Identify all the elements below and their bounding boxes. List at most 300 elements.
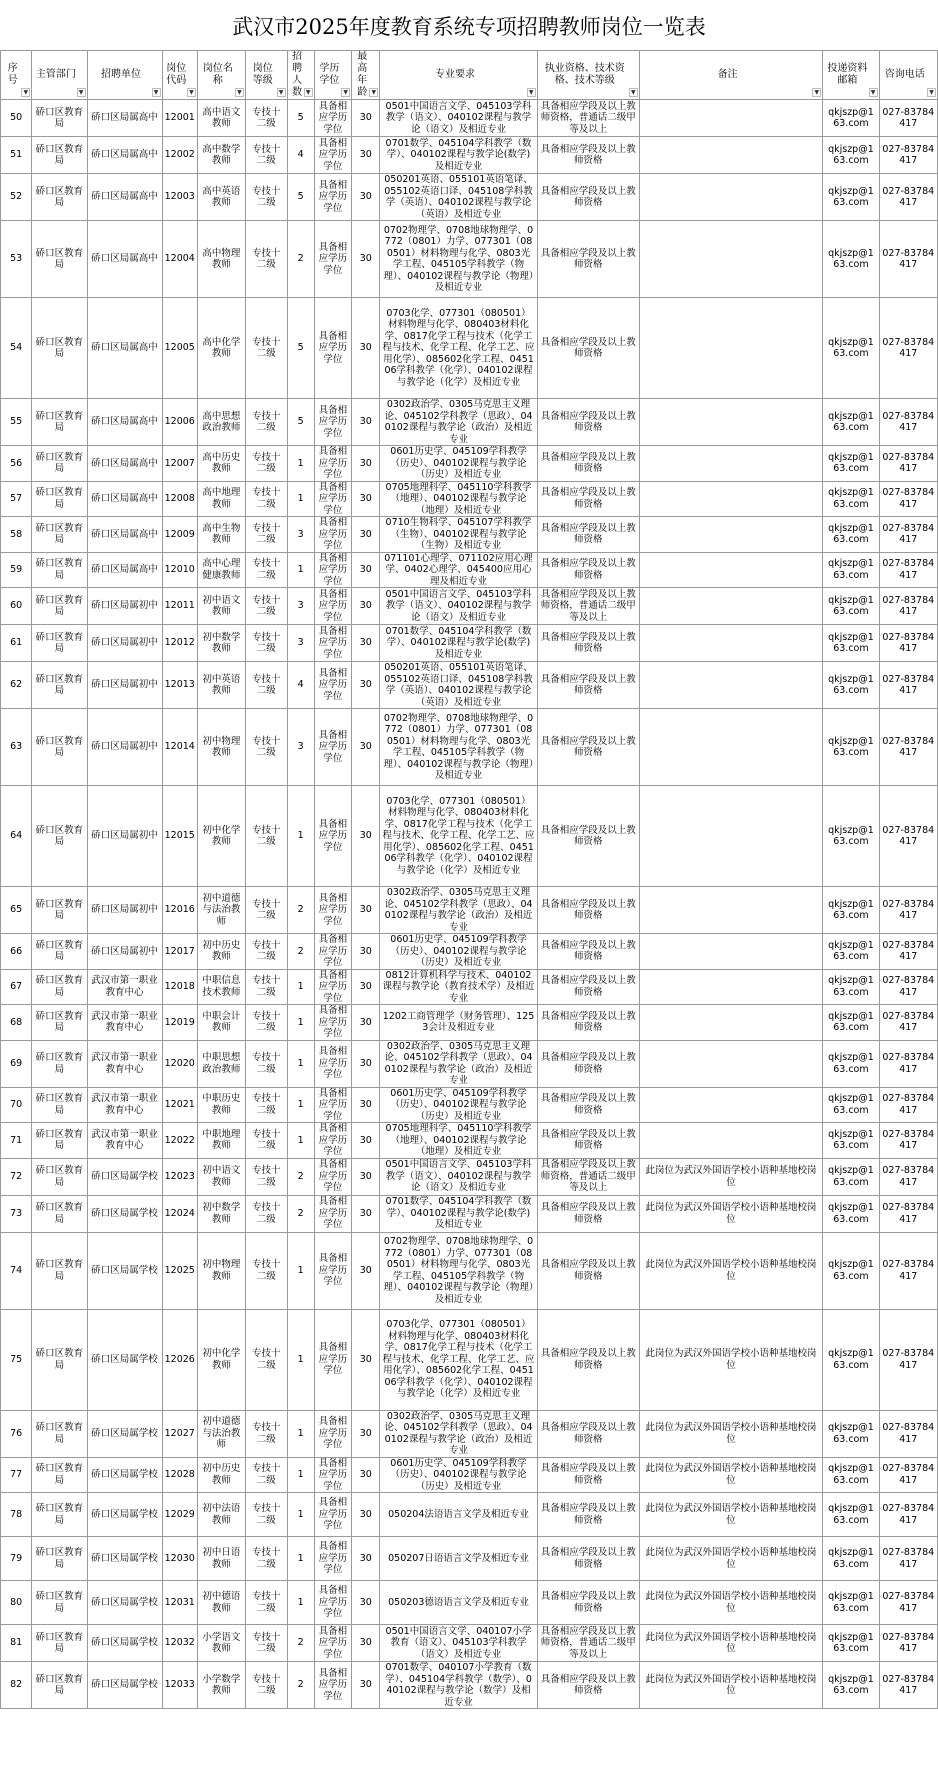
max-age-cell: 30 [352,399,380,446]
department-cell: 硚口区教育局 [32,1625,87,1662]
row-number: 77 [1,1457,32,1493]
headcount-cell: 2 [287,887,314,934]
column-header [537,51,639,100]
row-number: 79 [1,1537,32,1581]
email-cell: qkjszp@163.com [823,588,879,625]
row-number: 68 [1,1005,32,1041]
email-cell: qkjszp@163.com [823,1123,879,1159]
headcount-cell: 1 [287,1005,314,1041]
position-code-cell: 12023 [162,1158,197,1195]
position-level-cell: 专技十二级 [245,481,287,517]
headcount-cell: 2 [287,221,314,298]
position-name-cell: 初中历史教师 [197,1457,245,1493]
phone-cell: 027-83784417 [879,298,937,399]
department-cell: 硚口区教育局 [32,1087,87,1123]
phone-cell: 027-83784417 [879,517,937,553]
headcount-cell: 1 [287,446,314,482]
filter-dropdown-icon[interactable]: ▼ [527,88,536,97]
position-level-cell: 专技十二级 [245,1410,287,1457]
department-cell: 硚口区教育局 [32,174,87,221]
position-code-cell: 12007 [162,446,197,482]
phone-cell: 027-83784417 [879,1662,937,1709]
major-requirement-cell: 0302政治学、0305马克思主义理论、045102学科教学（思政）、040102课程与教学论（政治）及相近专业 [380,1410,537,1457]
remark-cell [639,298,822,399]
filter-dropdown-icon[interactable]: ▼ [369,88,378,97]
position-name-cell: 初中化学教师 [197,786,245,887]
degree-cell: 具备相应学历学位 [314,137,352,174]
position-code-cell: 12021 [162,1087,197,1123]
employer-cell: 硚口区局属学校 [87,1625,162,1662]
department-cell: 硚口区教育局 [32,1123,87,1159]
remark-cell: 此岗位为武汉外国语学校小语种基地校岗位 [639,1309,822,1410]
filter-dropdown-icon[interactable]: ▼ [812,88,821,97]
max-age-cell: 30 [352,298,380,399]
employer-cell: 硚口区局属高中 [87,481,162,517]
email-cell: qkjszp@163.com [823,1158,879,1195]
remark-cell: 此岗位为武汉外国语学校小语种基地校岗位 [639,1537,822,1581]
position-level-cell: 专技十二级 [245,786,287,887]
position-level-cell: 专技十二级 [245,969,287,1005]
employer-cell: 武汉市第一职业教育中心 [87,1005,162,1041]
department-cell: 硚口区教育局 [32,100,87,137]
department-cell: 硚口区教育局 [32,298,87,399]
column-header [162,51,197,100]
major-requirement-cell: 0702物理学、0708地球物理学、0772（0801）力学、077301（080501）材料物理与化学、0803光学工程、045105学科教学（物理）、040102课程与教学论（物理）及相近专业 [380,221,537,298]
email-cell: qkjszp@163.com [823,1040,879,1087]
max-age-cell: 30 [352,137,380,174]
major-requirement-cell: 050207日语语言文学及相近专业 [380,1537,537,1581]
qualification-cell: 具备相应学段及以上教师资格 [537,1662,639,1709]
department-cell: 硚口区教育局 [32,786,87,887]
row-number: 71 [1,1123,32,1159]
employer-cell: 硚口区局属高中 [87,552,162,588]
position-code-cell: 12013 [162,662,197,709]
max-age-cell: 30 [352,1087,380,1123]
email-cell: qkjszp@163.com [823,709,879,786]
table-row [1,887,938,934]
headcount-cell: 1 [287,1493,314,1537]
department-cell: 硚口区教育局 [32,1040,87,1087]
column-header [1,51,32,100]
table-row [1,1123,938,1159]
row-number: 75 [1,1309,32,1410]
headcount-cell: 1 [287,1537,314,1581]
max-age-cell: 30 [352,1537,380,1581]
remark-cell [639,625,822,662]
degree-cell: 具备相应学历学位 [314,221,352,298]
qualification-cell: 具备相应学段及以上教师资格 [537,446,639,482]
employer-cell: 武汉市第一职业教育中心 [87,969,162,1005]
employer-cell: 武汉市第一职业教育中心 [87,1123,162,1159]
department-cell: 硚口区教育局 [32,137,87,174]
headcount-cell: 1 [287,1123,314,1159]
table-row [1,1232,938,1309]
header-label: 专业要求 [435,69,476,80]
table-row [1,1493,938,1537]
position-code-cell: 12005 [162,298,197,399]
filter-dropdown-icon[interactable]: ▼ [187,88,196,97]
major-requirement-cell: 0501中国语言文学、040107小学教育（语文）、045103学科教学（语文）及相近专业 [380,1625,537,1662]
table-row [1,588,938,625]
position-code-cell: 12003 [162,174,197,221]
department-cell: 硚口区教育局 [32,662,87,709]
qualification-cell: 具备相应学段及以上教师资格 [537,934,639,970]
column-header [380,51,537,100]
position-name-cell: 高中地理教师 [197,481,245,517]
remark-cell: 此岗位为武汉外国语学校小语种基地校岗位 [639,1493,822,1537]
filter-dropdown-icon[interactable]: ▼ [629,88,638,97]
department-cell: 硚口区教育局 [32,552,87,588]
email-cell: qkjszp@163.com [823,517,879,553]
email-cell: qkjszp@163.com [823,446,879,482]
degree-cell: 具备相应学历学位 [314,709,352,786]
phone-cell: 027-83784417 [879,1309,937,1410]
filter-dropdown-icon[interactable]: ▼ [277,88,286,97]
degree-cell: 具备相应学历学位 [314,1457,352,1493]
department-cell: 硚口区教育局 [32,1662,87,1709]
remark-cell [639,588,822,625]
degree-cell: 具备相应学历学位 [314,481,352,517]
filter-dropdown-icon[interactable]: ▼ [21,88,30,97]
qualification-cell: 具备相应学段及以上教师资格 [537,298,639,399]
column-header [287,51,314,100]
table-row [1,1410,938,1457]
filter-dropdown-icon[interactable]: ▼ [304,88,313,97]
remark-cell [639,517,822,553]
position-code-cell: 12027 [162,1410,197,1457]
row-number: 76 [1,1410,32,1457]
position-code-cell: 12010 [162,552,197,588]
department-cell: 硚口区教育局 [32,887,87,934]
position-level-cell: 专技十二级 [245,1662,287,1709]
employer-cell: 硚口区局属初中 [87,625,162,662]
major-requirement-cell: 0705地理科学、045110学科教学（地理）、040102课程与教学论（地理）及相近专业 [380,481,537,517]
position-name-cell: 中职会计教师 [197,1005,245,1041]
major-requirement-cell: 0501中国语言文学、045103学科教学（语文）、040102课程与教学论（语文）及相近专业 [380,100,537,137]
remark-cell: 此岗位为武汉外国语学校小语种基地校岗位 [639,1232,822,1309]
email-cell: qkjszp@163.com [823,662,879,709]
max-age-cell: 30 [352,1581,380,1625]
major-requirement-cell: 0501中国语言文学、045103学科教学（语文）、040102课程与教学论（语文）及相近专业 [380,1158,537,1195]
employer-cell: 硚口区局属学校 [87,1662,162,1709]
position-name-cell: 初中道德与法治教师 [197,887,245,934]
headcount-cell: 2 [287,1662,314,1709]
qualification-cell: 具备相应学段及以上教师资格，普通话二级甲等及以上 [537,588,639,625]
position-code-cell: 12001 [162,100,197,137]
max-age-cell: 30 [352,1040,380,1087]
position-code-cell: 12028 [162,1457,197,1493]
header-label: 招聘单位 [101,69,142,80]
remark-cell [639,221,822,298]
major-requirement-cell: 0601历史学、045109学科教学（历史）、040102课程与教学论（历史）及相近专业 [380,446,537,482]
degree-cell: 具备相应学历学位 [314,298,352,399]
header-label: 序号 [7,63,18,86]
position-code-cell: 12020 [162,1040,197,1087]
max-age-cell: 30 [352,887,380,934]
employer-cell: 硚口区局属高中 [87,446,162,482]
headcount-cell: 5 [287,399,314,446]
email-cell: qkjszp@163.com [823,1662,879,1709]
max-age-cell: 30 [352,934,380,970]
remark-cell: 此岗位为武汉外国语学校小语种基地校岗位 [639,1410,822,1457]
table-row [1,399,938,446]
phone-cell: 027-83784417 [879,1493,937,1537]
phone-cell: 027-83784417 [879,1158,937,1195]
email-cell: qkjszp@163.com [823,969,879,1005]
position-name-cell: 高中化学教师 [197,298,245,399]
headcount-cell: 1 [287,481,314,517]
phone-cell: 027-83784417 [879,1537,937,1581]
table-row [1,481,938,517]
position-name-cell: 初中语文教师 [197,1158,245,1195]
header-label: 岗位等级 [252,63,273,86]
major-requirement-cell: 071101心理学、071102应用心理学、0402心理学、045400应用心理及相近专业 [380,552,537,588]
position-name-cell: 高中数学教师 [197,137,245,174]
degree-cell: 具备相应学历学位 [314,588,352,625]
remark-cell [639,1005,822,1041]
table-row [1,1040,938,1087]
row-number: 74 [1,1232,32,1309]
employer-cell: 硚口区局属初中 [87,786,162,887]
degree-cell: 具备相应学历学位 [314,662,352,709]
max-age-cell: 30 [352,1123,380,1159]
max-age-cell: 30 [352,1493,380,1537]
position-code-cell: 12026 [162,1309,197,1410]
table-row [1,446,938,482]
major-requirement-cell: 0812计算机科学与技术、040102课程与教学论（教育技术学）及相近专业 [380,969,537,1005]
table-row [1,298,938,399]
position-level-cell: 专技十二级 [245,1087,287,1123]
email-cell: qkjszp@163.com [823,399,879,446]
position-name-cell: 初中英语教师 [197,662,245,709]
max-age-cell: 30 [352,709,380,786]
max-age-cell: 30 [352,1625,380,1662]
phone-cell: 027-83784417 [879,221,937,298]
row-number: 82 [1,1662,32,1709]
email-cell: qkjszp@163.com [823,1195,879,1232]
max-age-cell: 30 [352,552,380,588]
headcount-cell: 3 [287,517,314,553]
department-cell: 硚口区教育局 [32,1158,87,1195]
remark-cell [639,934,822,970]
max-age-cell: 30 [352,1005,380,1041]
remark-cell [639,1087,822,1123]
major-requirement-cell: 0702物理学、0708地球物理学、0772（0801）力学、077301（080501）材料物理与化学、0803光学工程、045105学科教学（物理）、040102课程与教学论（物理）及相近专业 [380,1232,537,1309]
headcount-cell: 3 [287,625,314,662]
qualification-cell: 具备相应学段及以上教师资格 [537,969,639,1005]
remark-cell: 此岗位为武汉外国语学校小语种基地校岗位 [639,1158,822,1195]
remark-cell: 此岗位为武汉外国语学校小语种基地校岗位 [639,1457,822,1493]
employer-cell: 硚口区局属学校 [87,1195,162,1232]
position-name-cell: 初中物理教师 [197,1232,245,1309]
degree-cell: 具备相应学历学位 [314,1040,352,1087]
max-age-cell: 30 [352,969,380,1005]
degree-cell: 具备相应学历学位 [314,446,352,482]
employer-cell: 硚口区局属学校 [87,1581,162,1625]
degree-cell: 具备相应学历学位 [314,1195,352,1232]
max-age-cell: 30 [352,221,380,298]
remark-cell [639,662,822,709]
email-cell: qkjszp@163.com [823,625,879,662]
degree-cell: 具备相应学历学位 [314,1662,352,1709]
row-number: 61 [1,625,32,662]
filter-dropdown-icon[interactable]: ▼ [927,88,936,97]
email-cell: qkjszp@163.com [823,887,879,934]
position-name-cell: 高中语文教师 [197,100,245,137]
headcount-cell: 1 [287,1309,314,1410]
qualification-cell: 具备相应学段及以上教师资格 [537,1232,639,1309]
position-level-cell: 专技十二级 [245,1537,287,1581]
email-cell: qkjszp@163.com [823,481,879,517]
phone-cell: 027-83784417 [879,969,937,1005]
qualification-cell: 具备相应学段及以上教师资格 [537,137,639,174]
headcount-cell: 1 [287,1457,314,1493]
position-name-cell: 小学数学教师 [197,1662,245,1709]
major-requirement-cell: 0701数学、045104学科教学（数学）、040102课程与教学论(数学)及相近专业 [380,1195,537,1232]
position-level-cell: 专技十二级 [245,517,287,553]
max-age-cell: 30 [352,625,380,662]
max-age-cell: 30 [352,588,380,625]
position-level-cell: 专技十二级 [245,1625,287,1662]
department-cell: 硚口区教育局 [32,481,87,517]
major-requirement-cell: 0601历史学、045109学科教学（历史）、040102课程与教学论（历史）及相近专业 [380,1087,537,1123]
employer-cell: 硚口区局属高中 [87,100,162,137]
degree-cell: 具备相应学历学位 [314,100,352,137]
position-code-cell: 12025 [162,1232,197,1309]
headcount-cell: 1 [287,552,314,588]
table-row [1,1005,938,1041]
remark-cell: 此岗位为武汉外国语学校小语种基地校岗位 [639,1195,822,1232]
position-code-cell: 12033 [162,1662,197,1709]
max-age-cell: 30 [352,1457,380,1493]
employer-cell: 硚口区局属高中 [87,298,162,399]
department-cell: 硚口区教育局 [32,1195,87,1232]
header-row [1,51,938,100]
phone-cell: 027-83784417 [879,1581,937,1625]
filter-dropdown-icon[interactable]: ▼ [235,88,244,97]
headcount-cell: 1 [287,1087,314,1123]
department-cell: 硚口区教育局 [32,1537,87,1581]
position-code-cell: 12015 [162,786,197,887]
table-row [1,1087,938,1123]
remark-cell: 此岗位为武汉外国语学校小语种基地校岗位 [639,1581,822,1625]
position-level-cell: 专技十二级 [245,1005,287,1041]
position-name-cell: 初中化学教师 [197,1309,245,1410]
position-level-cell: 专技十二级 [245,1158,287,1195]
row-number: 67 [1,969,32,1005]
position-level-cell: 专技十二级 [245,399,287,446]
header-label: 学历学位 [319,63,340,86]
position-code-cell: 12006 [162,399,197,446]
position-code-cell: 12024 [162,1195,197,1232]
remark-cell [639,100,822,137]
department-cell: 硚口区教育局 [32,399,87,446]
position-name-cell: 初中物理教师 [197,709,245,786]
qualification-cell: 具备相应学段及以上教师资格 [537,174,639,221]
remark-cell [639,887,822,934]
table-row [1,969,938,1005]
major-requirement-cell: 0705地理科学、045110学科教学（地理）、040102课程与教学论（地理）及相近专业 [380,1123,537,1159]
qualification-cell: 具备相应学段及以上教师资格 [537,517,639,553]
remark-cell [639,137,822,174]
table-body [1,100,938,1709]
row-number: 69 [1,1040,32,1087]
filter-dropdown-icon[interactable]: ▼ [341,88,350,97]
remark-cell [639,969,822,1005]
row-number: 60 [1,588,32,625]
qualification-cell: 具备相应学段及以上教师资格 [537,552,639,588]
max-age-cell: 30 [352,786,380,887]
major-requirement-cell: 050204法语语言文学及相近专业 [380,1493,537,1537]
degree-cell: 具备相应学历学位 [314,1309,352,1410]
email-cell: qkjszp@163.com [823,100,879,137]
remark-cell [639,552,822,588]
qualification-cell: 具备相应学段及以上教师资格 [537,1537,639,1581]
max-age-cell: 30 [352,1662,380,1709]
header-label: 执业资格、技术资格、技术等级 [544,63,625,86]
major-requirement-cell: 1202工商管理学（财务管理）、1253会计及相近专业 [380,1005,537,1041]
max-age-cell: 30 [352,446,380,482]
employer-cell: 硚口区局属高中 [87,137,162,174]
position-name-cell: 初中数学教师 [197,1195,245,1232]
table-row [1,709,938,786]
phone-cell: 027-83784417 [879,588,937,625]
max-age-cell: 30 [352,662,380,709]
department-cell: 硚口区教育局 [32,1005,87,1041]
position-level-cell: 专技十二级 [245,934,287,970]
qualification-cell: 具备相应学段及以上教师资格 [537,221,639,298]
remark-cell [639,446,822,482]
row-number: 56 [1,446,32,482]
position-code-cell: 12012 [162,625,197,662]
position-level-cell: 专技十二级 [245,625,287,662]
position-level-cell: 专技十二级 [245,887,287,934]
email-cell: qkjszp@163.com [823,137,879,174]
filter-dropdown-icon[interactable]: ▼ [152,88,161,97]
filter-dropdown-icon[interactable]: ▼ [869,88,878,97]
row-number: 59 [1,552,32,588]
qualification-cell: 具备相应学段及以上教师资格 [537,1123,639,1159]
position-level-cell: 专技十二级 [245,221,287,298]
qualification-cell: 具备相应学段及以上教师资格 [537,1087,639,1123]
major-requirement-cell: 050201英语、055101英语笔译、055102英语口译、045108学科教学（英语）、040102课程与教学论（英语）及相近专业 [380,174,537,221]
position-level-cell: 专技十二级 [245,137,287,174]
phone-cell: 027-83784417 [879,1040,937,1087]
degree-cell: 具备相应学历学位 [314,517,352,553]
position-code-cell: 12031 [162,1581,197,1625]
email-cell: qkjszp@163.com [823,1005,879,1041]
employer-cell: 硚口区局属学校 [87,1158,162,1195]
filter-dropdown-icon[interactable]: ▼ [77,88,86,97]
phone-cell: 027-83784417 [879,1625,937,1662]
employer-cell: 硚口区局属高中 [87,399,162,446]
position-code-cell: 12016 [162,887,197,934]
row-number: 65 [1,887,32,934]
department-cell: 硚口区教育局 [32,1410,87,1457]
row-number: 80 [1,1581,32,1625]
department-cell: 硚口区教育局 [32,221,87,298]
table-row [1,552,938,588]
department-cell: 硚口区教育局 [32,1581,87,1625]
major-requirement-cell: 0703化学、077301（080501）材料物理与化学、080403材料化学、0817化学工程与技术（化学工程与技术、化学工程、化学工艺、应用化学）、085602化学工程、045106学科教学（化学）、040102课程与教学论（化学）及相近专业 [380,1309,537,1410]
degree-cell: 具备相应学历学位 [314,625,352,662]
degree-cell: 具备相应学历学位 [314,1087,352,1123]
column-header [32,51,87,100]
row-number: 66 [1,934,32,970]
degree-cell: 具备相应学历学位 [314,1410,352,1457]
max-age-cell: 30 [352,1410,380,1457]
major-requirement-cell: 0601历史学、045109学科教学（历史）、040102课程与教学论（历史）及相近专业 [380,934,537,970]
